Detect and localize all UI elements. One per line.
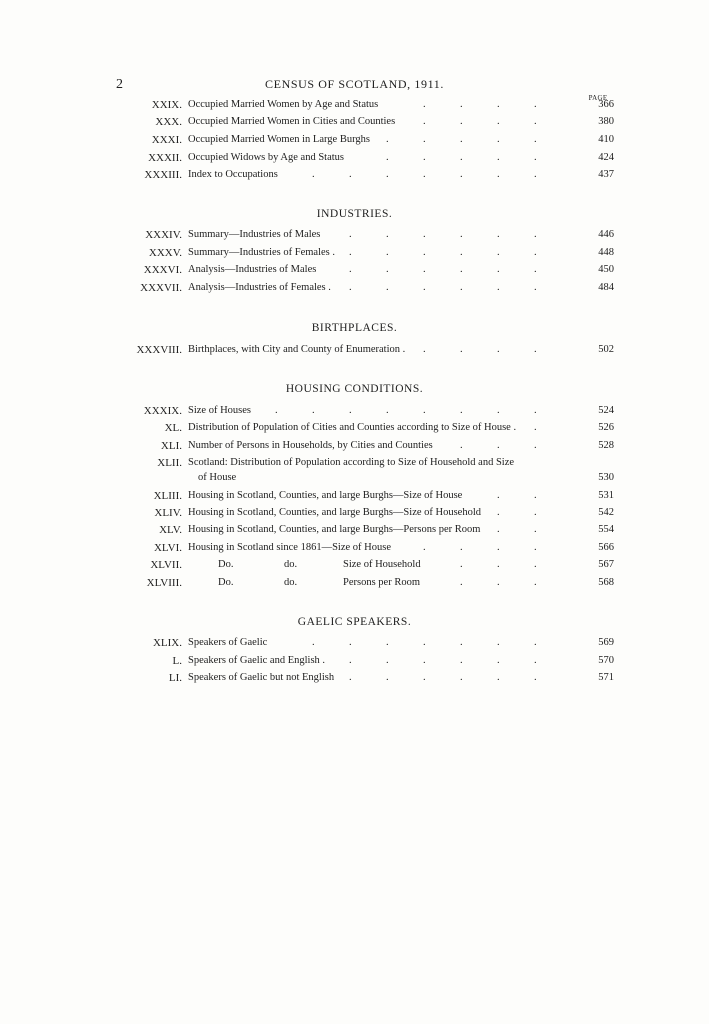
page-ref: 528 — [598, 440, 614, 451]
page-ref: 484 — [598, 282, 614, 293]
table-number: XXXI. — [151, 134, 182, 146]
leader-dot: . — [423, 655, 426, 666]
leader-dot: . — [497, 152, 500, 163]
table-title: Housing in Scotland, Counties, and large Burghs—Persons per Room — [188, 524, 481, 535]
leader-dot: . — [460, 134, 463, 145]
leader-dot: . — [423, 116, 426, 127]
leader-dot: . — [497, 559, 500, 570]
leader-dot: . — [497, 134, 500, 145]
table-number: XLVI. — [153, 542, 182, 554]
toc-entry — [0, 457, 709, 491]
page-ref: 448 — [598, 247, 614, 258]
leader-dot: . — [386, 152, 389, 163]
leader-dot: . — [386, 672, 389, 683]
leader-dot: . — [534, 134, 537, 145]
page-ref: 380 — [598, 116, 614, 127]
table-title: Persons per Room — [343, 577, 420, 588]
table-title: Housing in Scotland, Counties, and large Burghs—Size of House — [188, 490, 463, 501]
leader-dot: . — [423, 637, 426, 648]
leader-dot: . — [460, 229, 463, 240]
leader-dot: . — [534, 559, 537, 570]
leader-dot: . — [460, 672, 463, 683]
leader-dot: . — [534, 344, 537, 355]
page-ref: 554 — [598, 524, 614, 535]
leader-dot: . — [423, 672, 426, 683]
leader-dot: . — [534, 229, 537, 240]
table-number: XXXV. — [148, 247, 182, 259]
ditto-mark: do. — [284, 559, 298, 570]
table-title: Index to Occupations — [188, 169, 278, 180]
table-title: Analysis—Industries of Males — [188, 264, 317, 275]
leader-dot: . — [386, 169, 389, 180]
table-title: Occupied Married Women by Age and Status — [188, 99, 379, 110]
leader-dot: . — [460, 440, 463, 451]
leader-dot: . — [497, 116, 500, 127]
toc-entry — [0, 152, 709, 169]
toc-entry — [0, 542, 709, 559]
leader-dot: . — [386, 134, 389, 145]
table-number: L. — [172, 655, 182, 667]
table-title: Summary—Industries of Females . — [188, 247, 335, 258]
leader-dot: . — [460, 577, 463, 588]
page-ref: 531 — [598, 490, 614, 501]
toc-entry — [0, 344, 709, 361]
leader-dot: . — [534, 524, 537, 535]
toc-entry — [0, 116, 709, 133]
toc-entry — [0, 229, 709, 246]
leader-dot: . — [423, 344, 426, 355]
leader-dot: . — [460, 247, 463, 258]
toc-entry — [0, 524, 709, 541]
table-title: Occupied Married Women in Large Burghs — [188, 134, 370, 145]
leader-dot: . — [497, 282, 500, 293]
leader-dot: . — [460, 344, 463, 355]
table-title: Occupied Widows by Age and Status — [188, 152, 344, 163]
leader-dot: . — [349, 169, 352, 180]
table-number: XXXIX. — [143, 405, 182, 417]
table-title: Occupied Married Women in Cities and Counties — [188, 116, 396, 127]
table-number: XLII. — [157, 457, 182, 469]
page-ref: 542 — [598, 507, 614, 518]
table-number: XLIII. — [153, 490, 182, 502]
leader-dot: . — [497, 507, 500, 518]
toc-entry — [0, 637, 709, 654]
leader-dot: . — [386, 247, 389, 258]
toc-entry — [0, 405, 709, 422]
table-number: XL. — [164, 422, 182, 434]
leader-dot: . — [423, 282, 426, 293]
leader-dot: . — [534, 169, 537, 180]
leader-dot: . — [460, 169, 463, 180]
toc-entry — [0, 169, 709, 186]
table-number: XLIX. — [152, 637, 182, 649]
toc-entry — [0, 134, 709, 151]
leader-dot: . — [386, 405, 389, 416]
leader-dot: . — [534, 99, 537, 110]
leader-dot: . — [460, 282, 463, 293]
leader-dot: . — [534, 247, 537, 258]
table-title: Analysis—Industries of Females . — [188, 282, 331, 293]
leader-dot: . — [386, 655, 389, 666]
leader-dot: . — [497, 169, 500, 180]
leader-dot: . — [460, 116, 463, 127]
leader-dot: . — [386, 229, 389, 240]
table-title: Housing in Scotland since 1861—Size of House — [188, 542, 391, 553]
leader-dot: . — [460, 99, 463, 110]
page-column-label: PAGE — [588, 94, 608, 102]
leader-dot: . — [349, 405, 352, 416]
leader-dot: . — [349, 264, 352, 275]
toc-entry — [0, 440, 709, 457]
table-number: XXIX. — [151, 99, 182, 111]
leader-dot: . — [386, 264, 389, 275]
page-ref: 437 — [598, 169, 614, 180]
page-ref: 526 — [598, 422, 614, 433]
toc-entry — [0, 422, 709, 439]
leader-dot: . — [460, 264, 463, 275]
page-ref: 450 — [598, 264, 614, 275]
table-number: XLVII. — [150, 559, 182, 571]
page-ref: 568 — [598, 577, 614, 588]
page-ref: 571 — [598, 672, 614, 683]
table-title: Distribution of Population of Cities and Counties according to Size of House . — [188, 422, 517, 433]
page-ref: 424 — [598, 152, 614, 163]
table-number: XXXIV. — [145, 229, 182, 241]
table-number: XLIV. — [154, 507, 182, 519]
toc-entry — [0, 672, 709, 689]
leader-dot: . — [423, 264, 426, 275]
leader-dot: . — [349, 637, 352, 648]
leader-dot: . — [534, 637, 537, 648]
ditto-mark: do. — [284, 577, 298, 588]
leader-dot: . — [423, 247, 426, 258]
leader-dot: . — [497, 229, 500, 240]
table-title: Summary—Industries of Males — [188, 229, 321, 240]
leader-dot: . — [349, 655, 352, 666]
leader-dot: . — [534, 152, 537, 163]
leader-dot: . — [349, 247, 352, 258]
leader-dot: . — [534, 422, 537, 433]
table-title: Size of Household — [343, 559, 421, 570]
table-number: XXXVII. — [140, 282, 182, 294]
section-heading-industries: INDUSTRIES. — [316, 208, 393, 220]
page-ref: 502 — [598, 344, 614, 355]
leader-dot: . — [423, 229, 426, 240]
page-ref: 566 — [598, 542, 614, 553]
toc-entry-ditto — [0, 577, 709, 594]
leader-dot: . — [423, 169, 426, 180]
leader-dot: . — [497, 247, 500, 258]
page-ref: 530 — [598, 472, 614, 483]
leader-dot: . — [534, 542, 537, 553]
table-number: XXXII. — [148, 152, 182, 164]
toc-entry — [0, 99, 709, 116]
leader-dot: . — [534, 507, 537, 518]
table-number: XLVIII. — [146, 577, 182, 589]
page-ref: 446 — [598, 229, 614, 240]
leader-dot: . — [497, 637, 500, 648]
leader-dot: . — [534, 672, 537, 683]
leader-dot: . — [349, 229, 352, 240]
table-number: XLV. — [159, 524, 182, 536]
table-title: Number of Persons in Households, by Cities and Counties — [188, 440, 433, 451]
page-ref: 567 — [598, 559, 614, 570]
table-number: XLI. — [160, 440, 182, 452]
table-title: Speakers of Gaelic and English . — [188, 655, 326, 666]
leader-dot: . — [349, 282, 352, 293]
section-heading-birthplaces: BIRTHPLACES. — [311, 322, 398, 334]
toc-entry — [0, 655, 709, 672]
table-title: Speakers of Gaelic — [188, 637, 268, 648]
table-number: XXXIII. — [144, 169, 182, 181]
leader-dot: . — [460, 405, 463, 416]
leader-dot: . — [534, 116, 537, 127]
leader-dot: . — [497, 405, 500, 416]
page-ref: 570 — [598, 655, 614, 666]
table-title: Speakers of Gaelic but not English — [188, 672, 335, 683]
leader-dot: . — [497, 440, 500, 451]
leader-dot: . — [312, 405, 315, 416]
leader-dot: . — [497, 99, 500, 110]
table-title: Scotland: Distribution of Population according to Size of Household and Size — [188, 457, 515, 468]
leader-dot: . — [534, 655, 537, 666]
leader-dot: . — [386, 282, 389, 293]
table-number: XXXVI. — [143, 264, 182, 276]
leader-dot: . — [497, 542, 500, 553]
table-title-continuation: of House — [198, 472, 237, 483]
leader-dot: . — [312, 169, 315, 180]
leader-dot: . — [423, 542, 426, 553]
leader-dot: . — [275, 405, 278, 416]
leader-dot: . — [460, 637, 463, 648]
leader-dot: . — [423, 99, 426, 110]
table-title: Size of Houses — [188, 405, 251, 416]
toc-entry-ditto — [0, 559, 709, 576]
leader-dot: . — [386, 637, 389, 648]
leader-dot: . — [349, 672, 352, 683]
leader-dot: . — [497, 490, 500, 501]
table-number: XXXVIII. — [136, 344, 182, 356]
leader-dot: . — [423, 134, 426, 145]
leader-dot: . — [497, 524, 500, 535]
leader-dot: . — [460, 542, 463, 553]
leader-dot: . — [460, 152, 463, 163]
toc-entry — [0, 490, 709, 507]
page-ref: 569 — [598, 637, 614, 648]
toc-entry — [0, 282, 709, 299]
leader-dot: . — [534, 490, 537, 501]
ditto-mark: Do. — [218, 577, 234, 588]
leader-dot: . — [534, 577, 537, 588]
leader-dot: . — [497, 264, 500, 275]
leader-dot: . — [460, 655, 463, 666]
page-ref: 366 — [598, 99, 614, 110]
table-title: Housing in Scotland, Counties, and large Burghs—Size of Household — [188, 507, 482, 518]
leader-dot: . — [497, 655, 500, 666]
leader-dot: . — [497, 344, 500, 355]
leader-dot: . — [423, 405, 426, 416]
leader-dot: . — [423, 152, 426, 163]
leader-dot: . — [497, 672, 500, 683]
leader-dot: . — [312, 637, 315, 648]
page-number: 2 — [116, 77, 123, 92]
toc-entry — [0, 507, 709, 524]
table-number: LI. — [168, 672, 182, 684]
page-ref: 410 — [598, 134, 614, 145]
toc-entry — [0, 247, 709, 264]
leader-dot: . — [460, 559, 463, 570]
leader-dot: . — [534, 264, 537, 275]
table-number: XXX. — [155, 116, 182, 128]
leader-dot: . — [534, 440, 537, 451]
leader-dot: . — [534, 282, 537, 293]
toc-entry — [0, 264, 709, 281]
section-heading-housing: HOUSING CONDITIONS. — [285, 383, 424, 395]
leader-dot: . — [497, 577, 500, 588]
table-title: Birthplaces, with City and County of Enumeration . — [188, 344, 406, 355]
section-heading-gaelic: GAELIC SPEAKERS. — [297, 616, 412, 628]
ditto-mark: Do. — [218, 559, 234, 570]
running-title: CENSUS OF SCOTLAND, 1911. — [265, 77, 444, 91]
page-ref: 524 — [598, 405, 614, 416]
leader-dot: . — [534, 405, 537, 416]
